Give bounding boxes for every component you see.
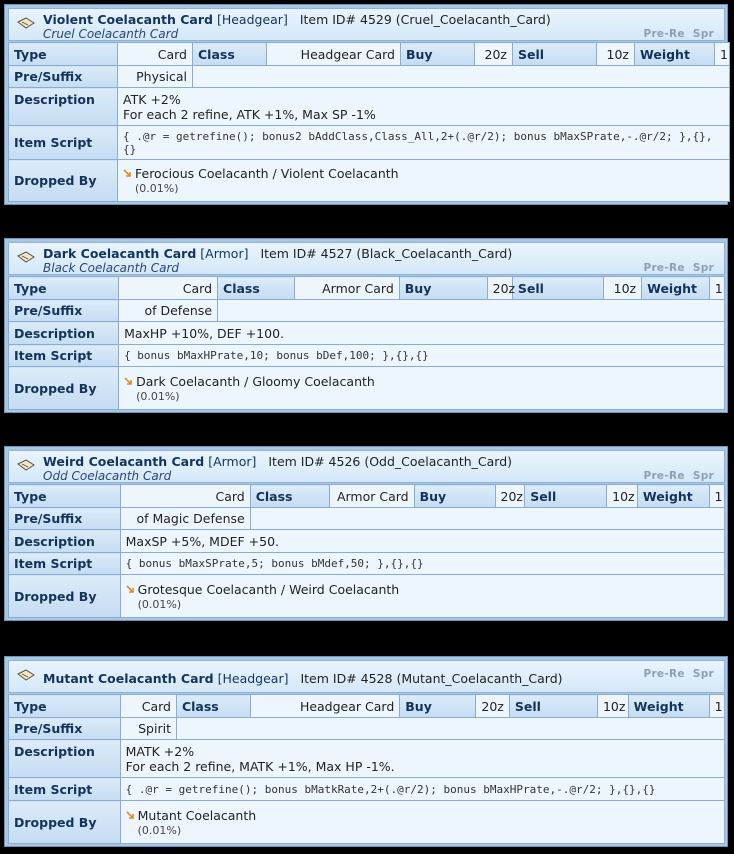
value-prefix: of Defense — [119, 300, 218, 322]
value-buy: 20z — [475, 43, 513, 66]
prefix-spacer — [193, 66, 730, 88]
value-item-script: { .@r = getrefine(); bonus bMatkRate,2+(.@r/2); bonus bMaxHPrate,-.@r/2; },{},{} — [120, 778, 724, 801]
label-type: Type — [9, 695, 121, 718]
sprite-link[interactable]: Spr — [692, 668, 714, 680]
label-buy: Buy — [399, 277, 487, 300]
item-id: Item ID# 4529 (Cruel_Coelacanth_Card) — [299, 12, 551, 27]
label-class: Class — [176, 695, 250, 718]
description-line-2: For each 2 refine, MATK +1%, Max HP -1%. — [125, 758, 395, 774]
value-type: Card — [119, 277, 218, 300]
label-dropped-by: Dropped By — [9, 575, 121, 618]
item-card-mutant-coelacanth — [4, 656, 728, 847]
value-item-script: { .@r = getrefine(); bonus2 bAddClass,Class_All,2+(.@r/2); bonus bMaxSPrate,-.@r/2; },{},{} — [118, 126, 730, 160]
item-id: Item ID# 4526 (Odd_Coelacanth_Card) — [268, 454, 513, 469]
item-name[interactable]: Dark Coelacanth Card — [43, 246, 197, 261]
description-line-1: MATK +2% — [125, 743, 195, 759]
card-item-icon — [17, 17, 35, 29]
dropped-by-monsters[interactable]: Mutant Coelacanth — [137, 807, 257, 823]
item-alias: Black Coelacanth Card — [43, 261, 180, 275]
item-info-table — [8, 276, 725, 410]
monster-arrow-icon — [126, 811, 135, 820]
value-buy: 20z — [476, 695, 510, 718]
label-weight: Weight — [642, 277, 710, 300]
label-item-script: Item Script — [9, 778, 121, 801]
pre-re-link[interactable]: Pre-Re — [643, 28, 685, 40]
monster-arrow-icon — [123, 169, 132, 178]
sprite-link[interactable]: Spr — [692, 28, 714, 40]
label-prefix: Pre/Suffix — [9, 718, 121, 740]
card-item-icon — [17, 251, 35, 263]
label-description: Description — [9, 88, 118, 126]
value-weight: 1 — [709, 695, 724, 718]
label-prefix: Pre/Suffix — [9, 300, 119, 322]
value-prefix: Spirit — [120, 718, 176, 740]
label-dropped-by: Dropped By — [9, 801, 121, 844]
value-sell: 10z — [607, 485, 638, 508]
label-item-script: Item Script — [9, 345, 119, 367]
item-name[interactable]: Violent Coelacanth Card — [43, 12, 213, 27]
value-description: MaxHP +10%, DEF +100. — [119, 322, 725, 345]
drop-rate: (0.01%) — [137, 823, 182, 837]
label-buy: Buy — [414, 485, 495, 508]
drop-rate: (0.01%) — [137, 597, 182, 611]
monster-arrow-icon — [126, 585, 135, 594]
drop-rate: (0.01%) — [136, 389, 180, 403]
prefix-spacer — [218, 300, 725, 322]
dropped-by-monsters[interactable]: Dark Coelacanth / Gloomy Coelacanth — [136, 373, 375, 389]
dropped-by-monsters[interactable]: Grotesque Coelacanth / Weird Coelacanth — [137, 581, 400, 597]
label-sell: Sell — [513, 43, 597, 66]
value-weight: 1 — [715, 43, 730, 66]
card-header — [8, 450, 725, 483]
item-alias: Odd Coelacanth Card — [43, 469, 172, 483]
card-header — [8, 660, 725, 693]
value-sell: 10z — [597, 43, 635, 66]
label-weight: Weight — [637, 485, 709, 508]
prefix-spacer — [250, 508, 724, 530]
value-description: MaxSP +5%, MDEF +50. — [120, 530, 724, 553]
card-item-icon — [17, 459, 35, 471]
label-type: Type — [9, 277, 119, 300]
value-dropped-by — [119, 367, 725, 410]
label-sell: Sell — [509, 695, 597, 718]
item-id: Item ID# 4528 (Mutant_Coelacanth_Card) — [300, 671, 563, 686]
label-buy: Buy — [401, 43, 475, 66]
label-item-script: Item Script — [9, 126, 118, 160]
item-slot-type: [Headgear] — [216, 12, 288, 27]
description-line-2: For each 2 refine, ATK +1%, Max SP -1% — [123, 106, 376, 122]
card-item-icon — [17, 669, 35, 681]
item-name[interactable]: Weird Coelacanth Card — [43, 454, 205, 469]
value-weight: 1 — [709, 485, 724, 508]
label-weight: Weight — [635, 43, 715, 66]
value-weight: 1 — [709, 277, 724, 300]
value-class: Armor Card — [294, 277, 399, 300]
pre-re-link[interactable]: Pre-Re — [643, 262, 685, 274]
sprite-link[interactable]: Spr — [692, 262, 714, 274]
pre-re-link[interactable]: Pre-Re — [643, 668, 685, 680]
value-description — [118, 88, 730, 126]
value-sell: 10z — [597, 695, 628, 718]
pre-re-link[interactable]: Pre-Re — [643, 470, 685, 482]
value-buy: 20z — [495, 485, 525, 508]
item-slot-type: [Headgear] — [217, 671, 289, 686]
item-info-table — [8, 42, 730, 202]
item-id: Item ID# 4527 (Black_Coelacanth_Card) — [260, 246, 513, 261]
label-prefix: Pre/Suffix — [9, 66, 118, 88]
card-header — [8, 242, 725, 275]
label-item-script: Item Script — [9, 553, 121, 575]
card-header — [8, 8, 725, 41]
item-slot-type: [Armor] — [208, 454, 257, 469]
value-description — [120, 740, 724, 778]
label-description: Description — [9, 322, 119, 345]
label-description: Description — [9, 530, 121, 553]
label-sell: Sell — [525, 485, 607, 508]
label-prefix: Pre/Suffix — [9, 508, 121, 530]
label-type: Type — [9, 485, 121, 508]
label-weight: Weight — [628, 695, 709, 718]
item-info-table — [8, 484, 725, 618]
item-alias: Cruel Coelacanth Card — [43, 27, 179, 41]
sprite-link[interactable]: Spr — [692, 470, 714, 482]
value-item-script: { bonus bMaxSPrate,5; bonus bMdef,50; },{},{} — [120, 553, 724, 575]
label-class: Class — [250, 485, 329, 508]
item-name[interactable]: Mutant Coelacanth Card — [43, 671, 214, 686]
description-line-1: ATK +2% — [123, 91, 181, 107]
value-class: Headgear Card — [267, 43, 401, 66]
dropped-by-monsters[interactable]: Ferocious Coelacanth / Violent Coelacanth — [135, 166, 399, 181]
value-class: Headgear Card — [250, 695, 400, 718]
value-prefix: of Magic Defense — [120, 508, 250, 530]
value-buy: 20z — [487, 277, 512, 300]
item-card-weird-coelacanth — [4, 446, 728, 621]
item-card-dark-coelacanth — [4, 238, 728, 413]
prefix-spacer — [176, 718, 724, 740]
label-class: Class — [218, 277, 295, 300]
value-type: Card — [120, 695, 176, 718]
label-dropped-by: Dropped By — [9, 160, 118, 202]
value-dropped-by — [118, 160, 730, 202]
label-type: Type — [9, 43, 118, 66]
label-buy: Buy — [400, 695, 476, 718]
item-card-violent-coelacanth — [4, 4, 728, 205]
drop-rate: (0.01%) — [135, 182, 179, 195]
value-dropped-by — [120, 575, 724, 618]
value-type: Card — [118, 43, 193, 66]
item-slot-type: [Armor] — [200, 246, 249, 261]
monster-arrow-icon — [124, 377, 133, 386]
value-prefix: Physical — [118, 66, 193, 88]
value-sell: 10z — [603, 277, 641, 300]
value-item-script: { bonus bMaxHPrate,10; bonus bDef,100; },{},{} — [119, 345, 725, 367]
label-class: Class — [193, 43, 267, 66]
label-description: Description — [9, 740, 121, 778]
value-type: Card — [120, 485, 250, 508]
label-dropped-by: Dropped By — [9, 367, 119, 410]
label-sell: Sell — [512, 277, 603, 300]
value-dropped-by — [120, 801, 724, 844]
value-class: Armor Card — [329, 485, 414, 508]
item-info-table — [8, 694, 725, 844]
